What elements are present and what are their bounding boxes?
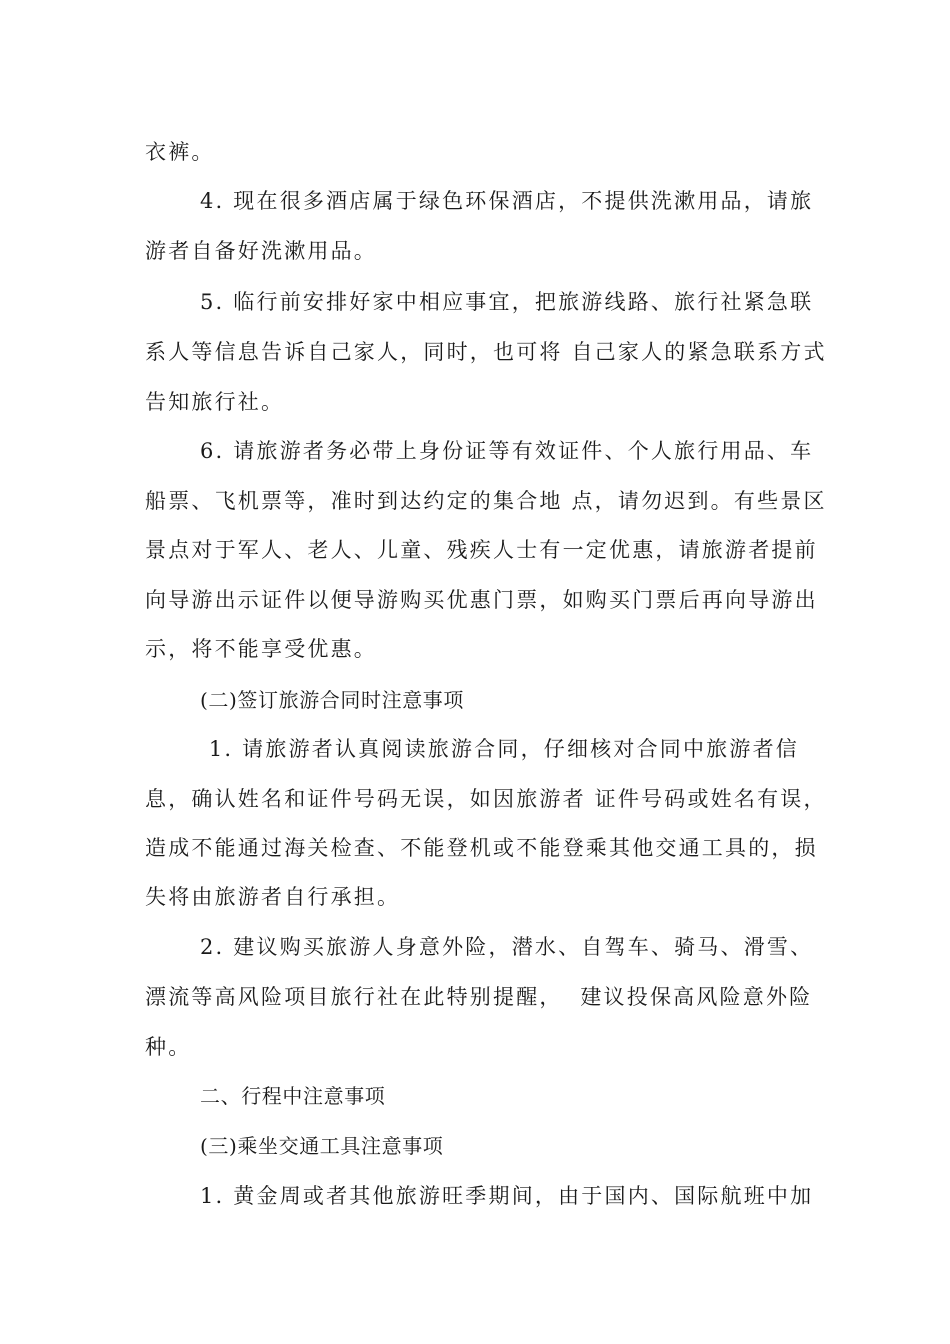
- paragraph-line: 种。: [145, 1035, 192, 1059]
- section-heading: (二)签订旅游合同时注意事项: [200, 688, 465, 712]
- paragraph-line: 系人等信息告诉自己家人，同时，也可将 自己家人的紧急联系方式: [145, 340, 827, 364]
- paragraph-line: 景点对于军人、老人、儿童、残疾人士有一定优惠，请旅游者提前: [145, 538, 818, 562]
- paragraph-line: 1. 请旅游者认真阅读旅游合同，仔细核对合同中旅游者信: [200, 737, 799, 761]
- paragraph-line: 造成不能通过海关检查、不能登机或不能登乘其他交通工具的，损: [145, 836, 818, 860]
- paragraph-line: 4. 现在很多酒店属于绿色环保酒店，不提供洗漱用品，请旅: [200, 189, 814, 213]
- paragraph-line: 漂流等高风险项目旅行社在此特别提醒， 建议投保高风险意外险: [145, 985, 813, 1009]
- paragraph-line: 示，将不能享受优惠。: [145, 637, 377, 661]
- paragraph-line: 衣裤。: [145, 140, 215, 164]
- paragraph-line: 5. 临行前安排好家中相应事宜，把旅游线路、旅行社紧急联: [200, 290, 814, 314]
- paragraph-line: 告知旅行社。: [145, 390, 285, 414]
- paragraph-line: 船票、飞机票等，准时到达约定的集合地 点，请勿迟到。有些景区: [145, 489, 827, 513]
- paragraph-line: 6. 请旅游者务必带上身份证等有效证件、个人旅行用品、车: [200, 439, 814, 463]
- paragraph-line: 失将由旅游者自行承担。: [145, 885, 401, 909]
- section-heading: (三)乘坐交通工具注意事项: [200, 1134, 444, 1158]
- paragraph-line: 游者自备好洗漱用品。: [145, 239, 377, 263]
- paragraph-line: 1. 黄金周或者其他旅游旺季期间，由于国内、国际航班中加: [200, 1184, 814, 1208]
- paragraph-line: 向导游出示证件以便导游购买优惠门票，如购买门票后再向导游出: [145, 588, 818, 612]
- section-heading: 二、行程中注意事项: [200, 1084, 386, 1108]
- paragraph-line: 息，确认姓名和证件号码无误，如因旅游者 证件号码或姓名有误，: [145, 787, 827, 811]
- paragraph-line: 2. 建议购买旅游人身意外险，潜水、自驾车、骑马、滑雪、: [200, 935, 814, 959]
